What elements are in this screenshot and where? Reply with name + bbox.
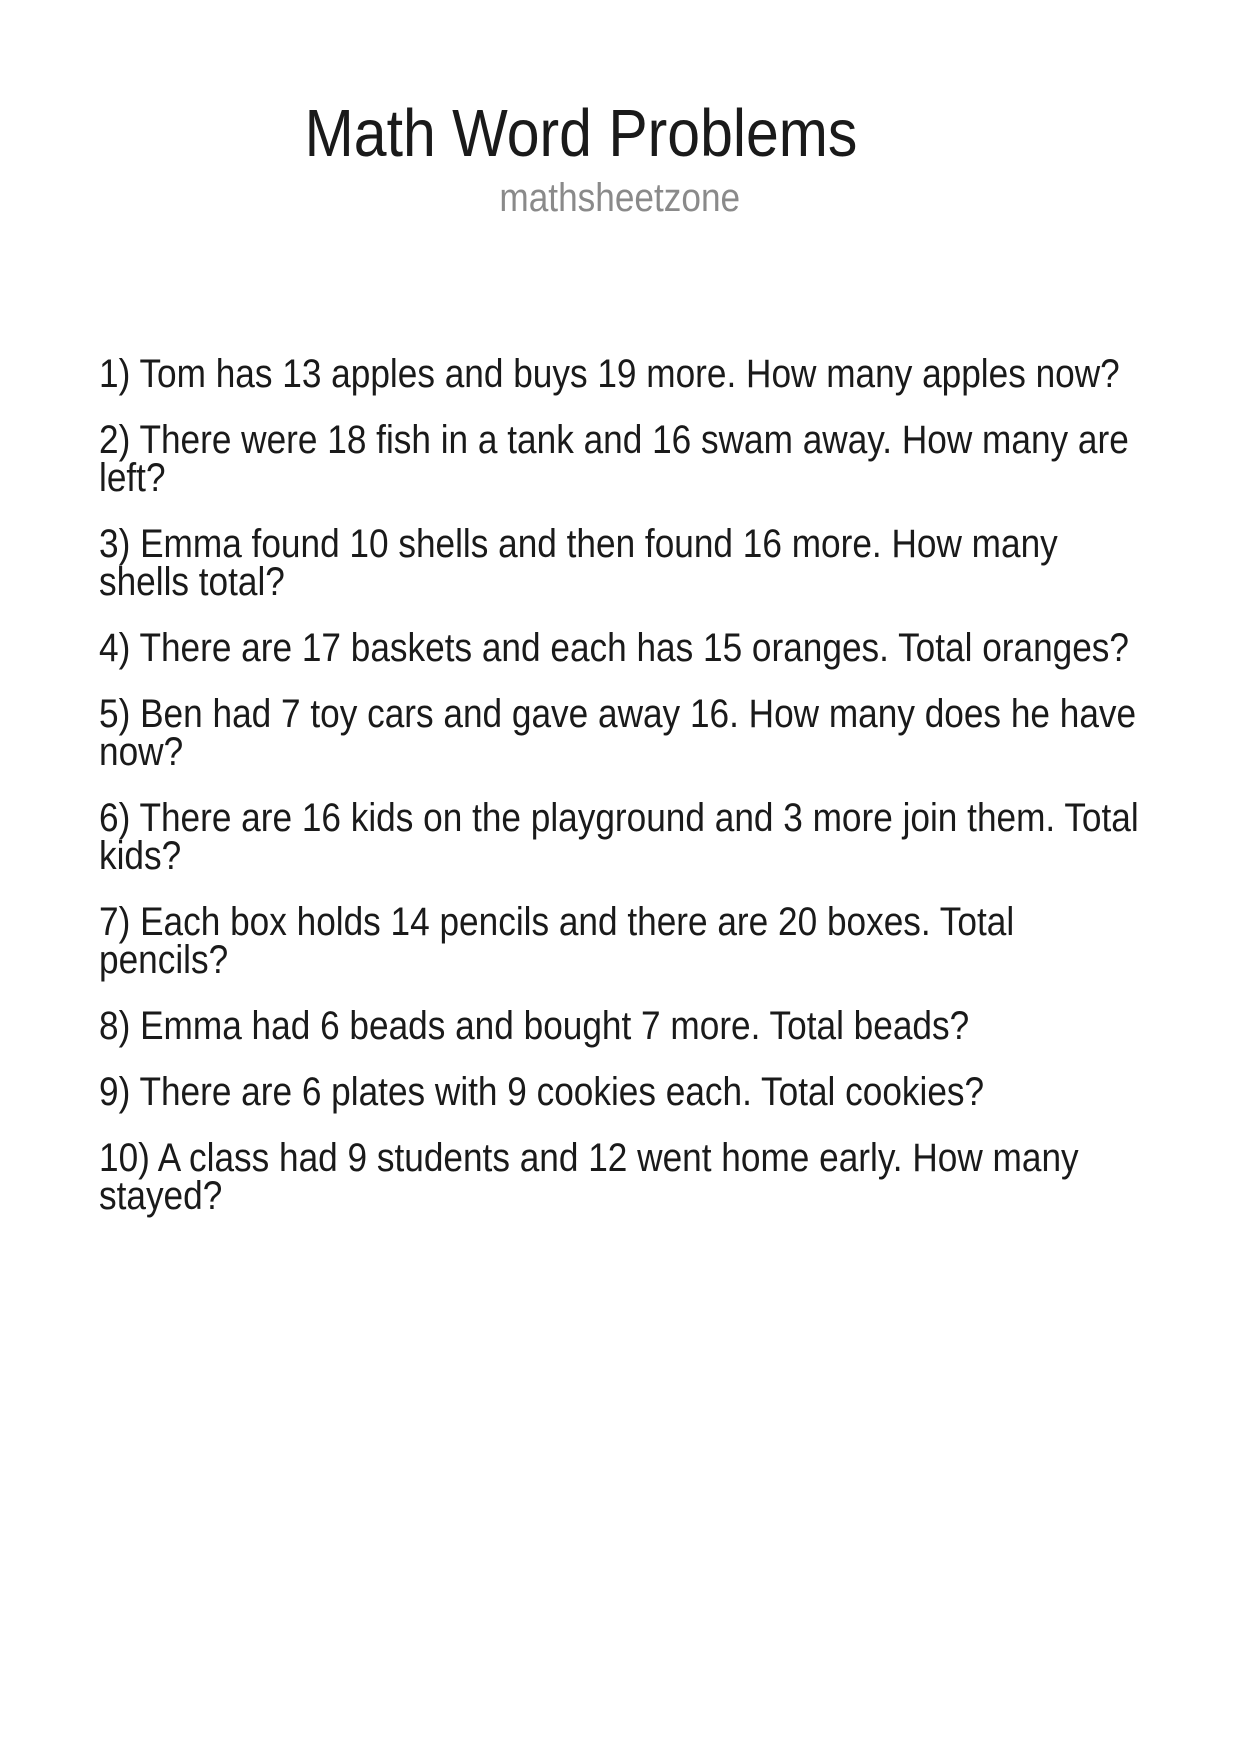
page-title bbox=[0, 96, 1201, 171]
problem-item-6: 6) There are 16 kids on the playground and 3 more join them. Total kids? bbox=[99, 796, 1139, 878]
problem-item-7: 7) Each box holds 14 pencils and there are 20 boxes. Total pencils? bbox=[99, 900, 1015, 982]
problem-item-4: 4) There are 17 baskets and each has 15 oranges. Total oranges? bbox=[99, 626, 1129, 670]
page-title-text: Math Word Problems bbox=[304, 96, 858, 171]
problem-item-8: 8) Emma had 6 beads and bought 7 more. Total beads? bbox=[99, 1004, 970, 1048]
problem-item-3: 3) Emma found 10 shells and then found 16 more. How many shells total? bbox=[99, 522, 1058, 604]
problem-list bbox=[99, 352, 1240, 1218]
problem-item-9: 9) There are 6 plates with 9 cookies each. Total cookies? bbox=[99, 1070, 985, 1114]
problem-item-10: 10) A class had 9 students and 12 went home early. How many stayed? bbox=[99, 1136, 1079, 1218]
page-subtitle-text: mathsheetzone bbox=[499, 176, 741, 220]
problem-item-1: 1) Tom has 13 apples and buys 19 more. How many apples now? bbox=[99, 352, 1120, 396]
problem-item-5: 5) Ben had 7 toy cars and gave away 16. How many does he have now? bbox=[99, 692, 1137, 774]
page-subtitle bbox=[0, 176, 1240, 220]
problem-item-2: 2) There were 18 fish in a tank and 16 swam away. How many are left? bbox=[99, 418, 1129, 500]
